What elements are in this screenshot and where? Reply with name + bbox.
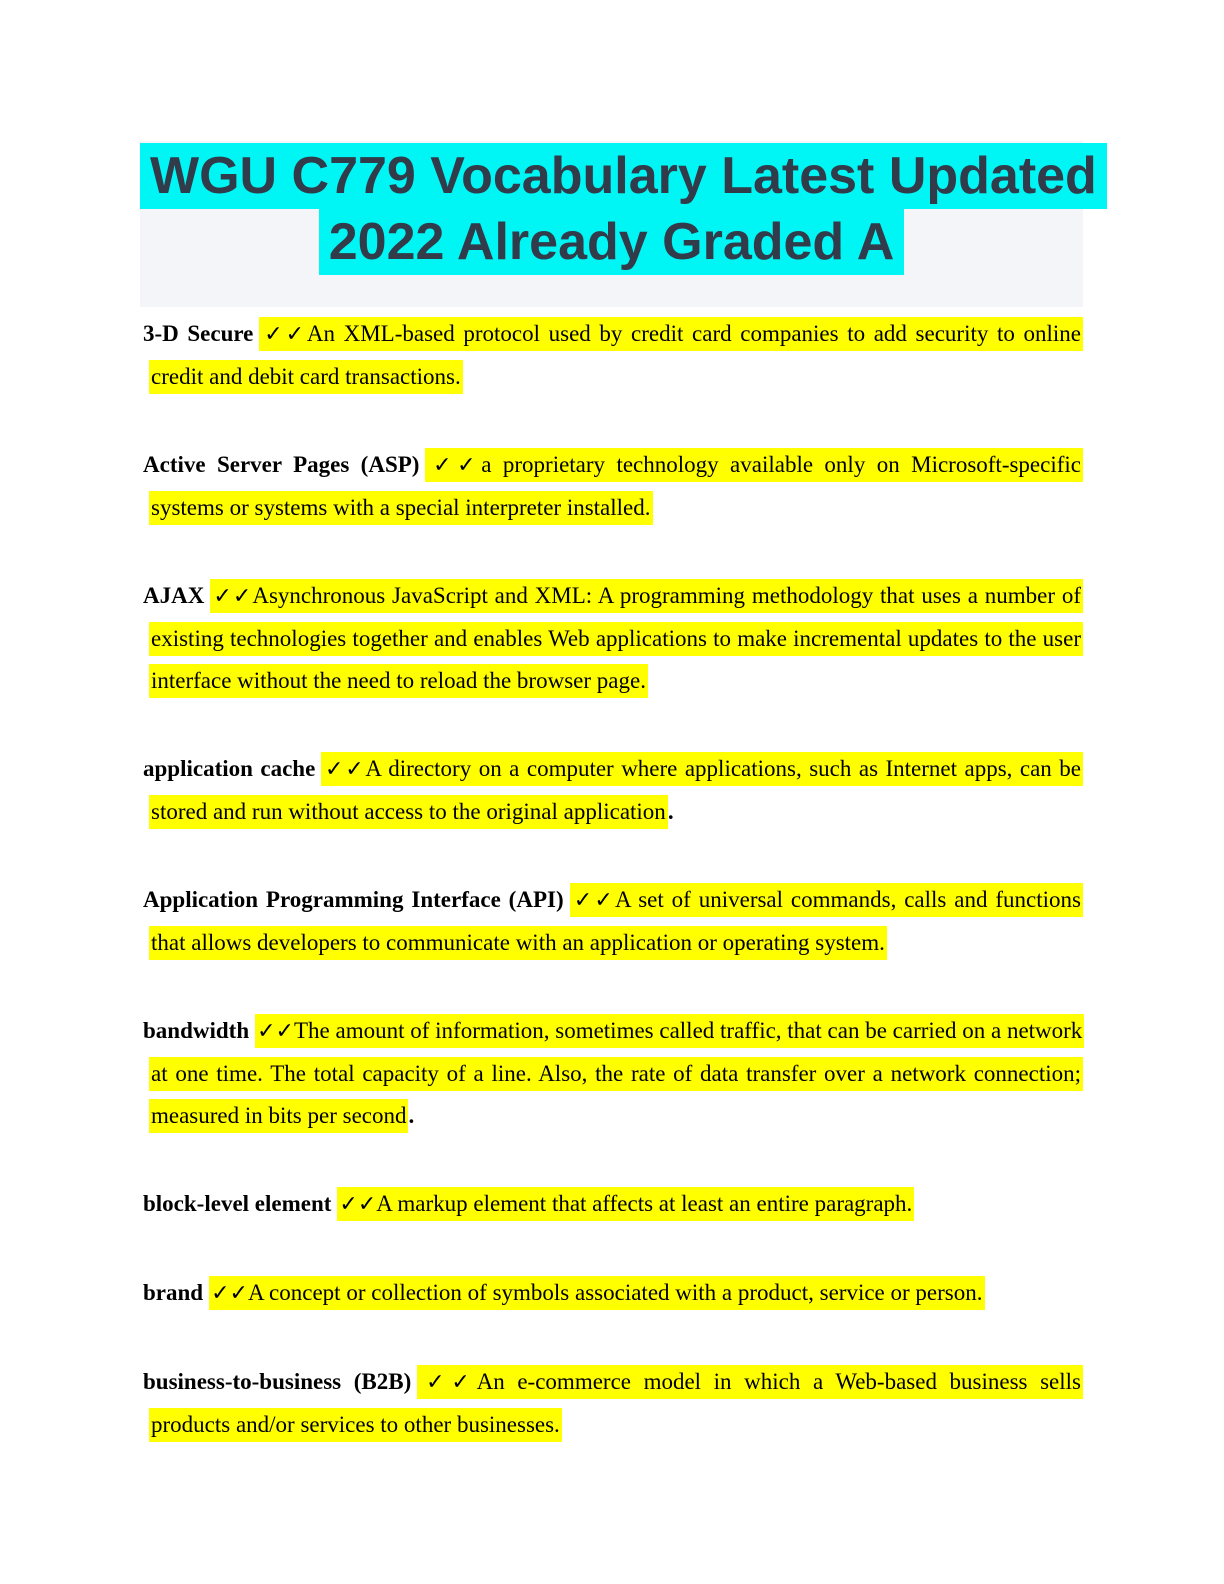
definition-text: a proprietary technology available only on Microsoft-specific systems or systems with a special interpreter installed. <box>151 452 1081 520</box>
definition-highlight <box>337 1187 914 1221</box>
page-title <box>140 143 1097 275</box>
checkmarks: ✓✓ <box>261 322 307 347</box>
vocab-entry <box>143 575 1083 702</box>
term: brand <box>143 1280 204 1305</box>
definition-highlight <box>149 579 1083 698</box>
definition-highlight <box>209 1276 984 1310</box>
definition-text: Asynchronous JavaScript and XML: A programming methodology that uses a number of existing technologies together and enables Web applications to make incremental updates to the user interface without the need to reload the browser page. <box>151 583 1081 693</box>
vocab-entry <box>143 1010 1083 1137</box>
vocab-entry <box>143 1183 1083 1226</box>
vocab-list <box>0 307 1224 1446</box>
term: application cache <box>143 756 316 781</box>
checkmarks: ✓✓ <box>427 453 482 478</box>
vocab-entry <box>143 879 1083 964</box>
term: Application Programming Interface (API) <box>143 887 564 912</box>
vocab-entry <box>143 1361 1083 1446</box>
trailing-period: . <box>408 1103 415 1128</box>
definition-highlight <box>149 317 1083 394</box>
definition-highlight <box>149 1014 1084 1133</box>
definition-text: An e-commerce model in which a Web-based business sells products and/or services to other businesses. <box>151 1369 1081 1437</box>
vocab-entry <box>143 444 1083 529</box>
term: block-level element <box>143 1191 332 1216</box>
vocab-entry <box>143 748 1083 833</box>
checkmarks: ✓✓ <box>571 888 615 913</box>
term: business-to-business (B2B) <box>143 1369 412 1394</box>
title-line-2: 2022 Already Graded A <box>319 209 905 275</box>
definition-text: A directory on a computer where applications, such as Internet apps, can be stored and run without access to the original application <box>151 756 1081 824</box>
term: 3-D Secure <box>143 321 254 346</box>
term: AJAX <box>143 583 205 608</box>
definition-text: A markup element that affects at least an entire paragraph. <box>376 1191 913 1216</box>
checkmarks: ✓✓ <box>257 1019 294 1044</box>
definition-text: An XML-based protocol used by credit card companies to add security to online credit and debit card transactions. <box>151 321 1081 389</box>
definition-text: The amount of information, sometimes called traffic, that can be carried on a network at one time. The total capacity of a line. Also, the rate of data transfer over a network connection; measured in bits per second <box>151 1018 1083 1128</box>
checkmarks: ✓✓ <box>212 584 253 609</box>
trailing-period: . <box>667 799 674 824</box>
definition-text: A set of universal commands, calls and functions that allows developers to communicate with an application or operating system. <box>151 887 1081 955</box>
vocab-entry <box>143 313 1083 398</box>
title-line-1: WGU C779 Vocabulary Latest Updated <box>140 143 1107 209</box>
checkmarks: ✓✓ <box>339 1192 377 1217</box>
checkmarks: ✓✓ <box>211 1281 248 1306</box>
checkmarks: ✓✓ <box>323 757 366 782</box>
checkmarks: ✓✓ <box>419 1370 477 1395</box>
title-block <box>140 141 1097 307</box>
definition-text: A concept or collection of symbols associated with a product, service or person. <box>247 1280 983 1305</box>
term: bandwidth <box>143 1018 250 1043</box>
term: Active Server Pages (ASP) <box>143 452 420 477</box>
vocab-entry <box>143 1272 1083 1315</box>
